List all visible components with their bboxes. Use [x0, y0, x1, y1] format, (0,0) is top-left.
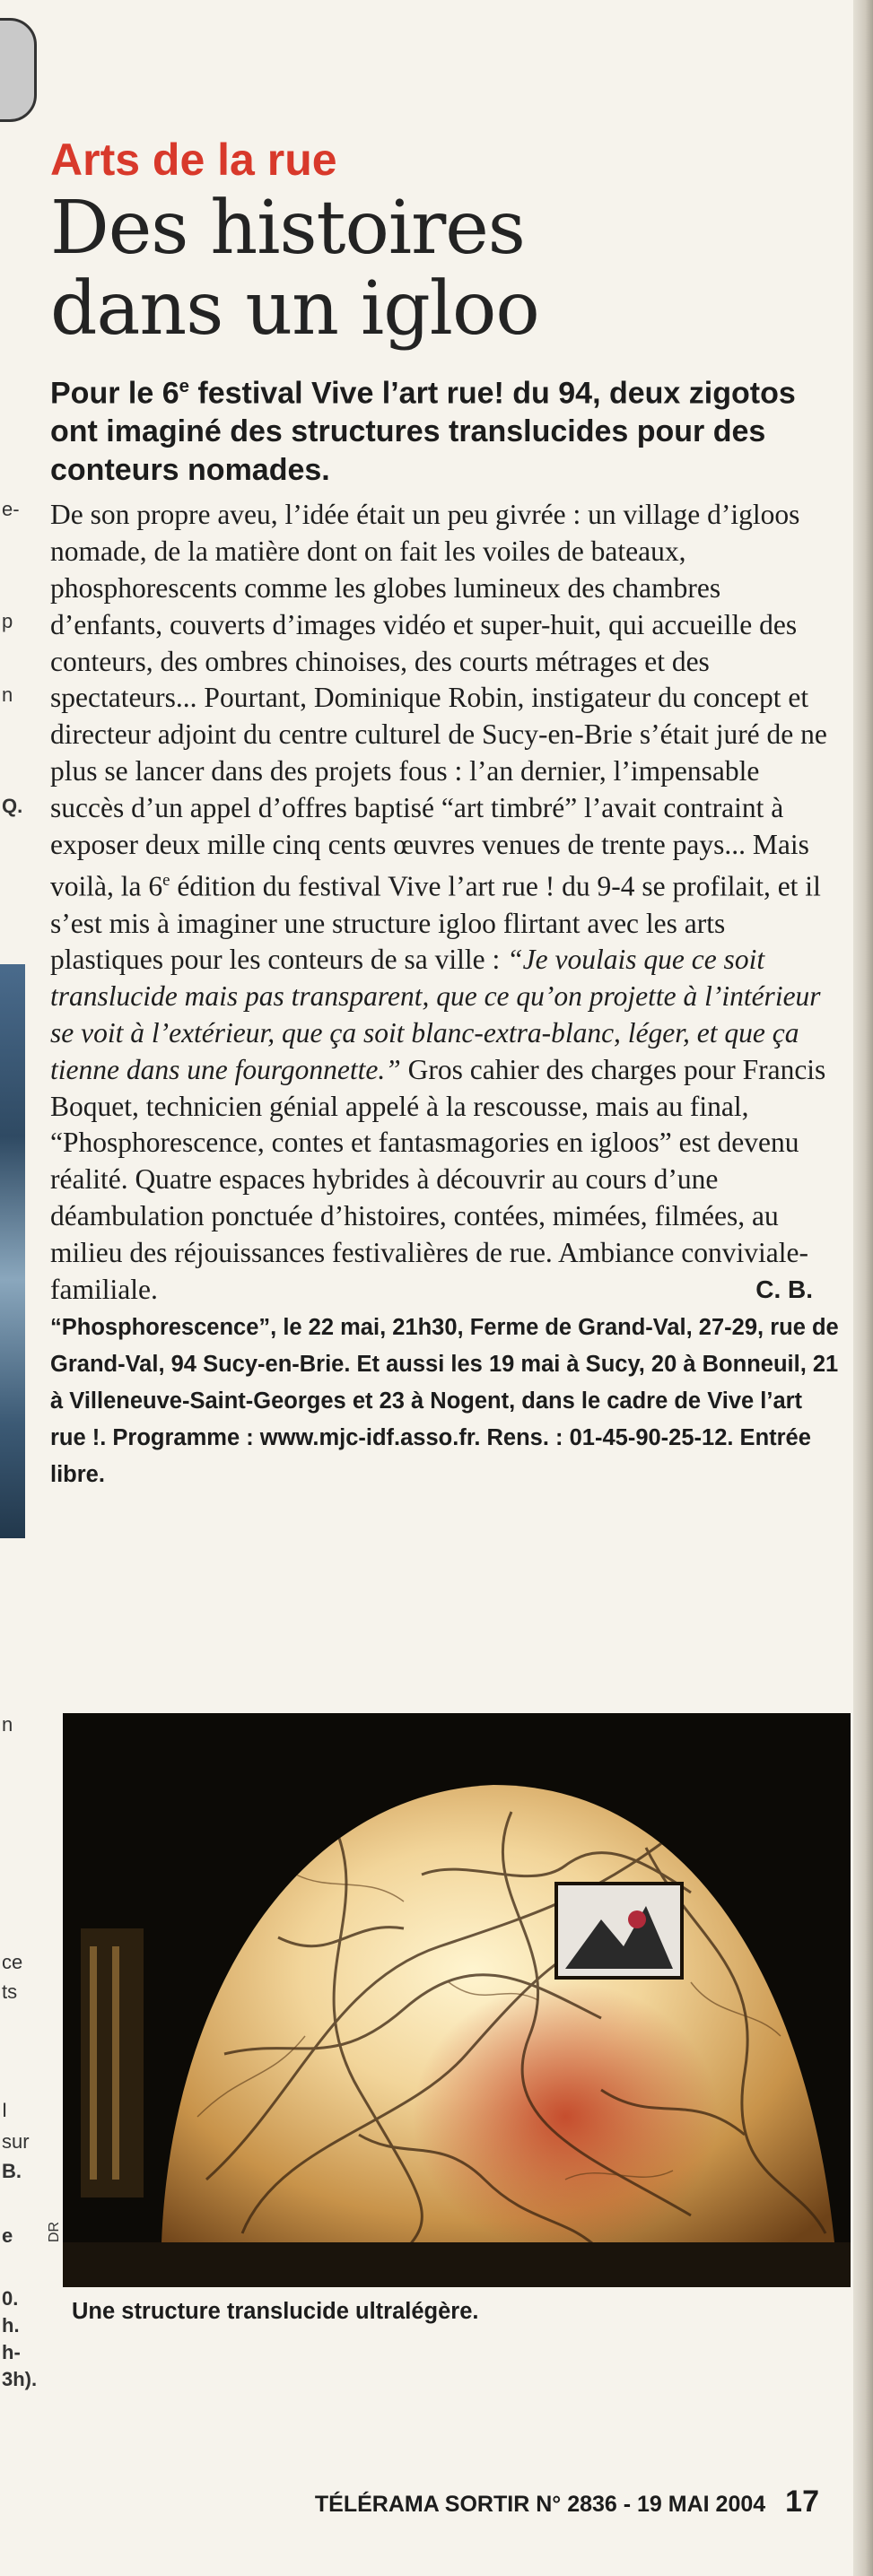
margin-fragment: e [2, 2224, 13, 2247]
margin-fragment: 0. [2, 2287, 19, 2310]
page-footer [315, 2485, 819, 2519]
body-text-3: Gros cahier des charges pour Francis Boquet, technicien génial appelé à la rescousse, mais au final, “Phosphorescence, contes et fantasmagories en igloos” est devenu réalité. Quatre espaces hybrides à découvrir au cours d’une déambulation ponctuée d’histoires, contées, mimées, filmées, au milieu des réjouissances festivalières de rue. Ambiance conviviale-familiale. [50, 1053, 826, 1305]
headline-line-1: Des histoires [50, 186, 525, 271]
adjacent-photo-edge [0, 964, 25, 1538]
margin-fragment: h- [2, 2341, 21, 2363]
margin-fragment: h. [2, 2314, 20, 2337]
igloo-photo [63, 1713, 851, 2287]
igloo-illustration [63, 1713, 851, 2287]
margin-fragment: sur [2, 2130, 30, 2153]
page-number: 17 [785, 2485, 819, 2519]
body-quote: “Je voulais que ce soit translucide mais pas transparent, que ce qu’on projette à l’intérieur se voit à l’extérieur, que ça soit blanc-extra-blanc, léger, et que ça tienne dans une fourgonnette.” [50, 944, 821, 1085]
event-info: “Phosphorescence”, le 22 mai, 21h30, Ferme de Grand-Val, 27-29, rue de Grand-Val, 94 Sucy-en-Brie. Et aussi les 19 mai à Sucy, 20 à Bonneuil, 21 à Villeneuve-Saint-Georges et 23 à Nogent, dans le cadre de Vive l’art rue !. Programme : www.mjc-idf.asso.fr. Rens. : 01-45-90-25-12. Entrée libre. [50, 1315, 839, 1488]
photo-caption: Une structure translucide ultralégère. [72, 2299, 479, 2324]
author-signature: C. B. [755, 1275, 813, 1303]
margin-fragment: ce [2, 1951, 23, 1973]
article-body [50, 497, 840, 1308]
body-text-2: édition du festival Vive l’art rue ! du 9-4 se profilait, et il s’est mis à imaginer une structure igloo flirtant avec les arts plastiques pour les conteurs de sa ville : [50, 870, 821, 976]
headline-line-2: dans un igloo [50, 266, 539, 352]
margin-fragment: I [2, 2099, 8, 2121]
lead-ordinal: e [179, 377, 189, 396]
lead-text-rest: festival Vive l’art rue! du 94, deux zigotos ont imaginé des structures translucides pour des conteurs nomades. [50, 376, 796, 488]
article-lead [50, 368, 840, 490]
adjacent-column-fragment [0, 0, 45, 2576]
article-headline [50, 188, 840, 350]
lead-text-start: Pour le 6 [50, 376, 179, 411]
margin-fragment: Q. [2, 795, 23, 817]
body-ordinal: e [162, 871, 170, 891]
section-kicker: Arts de la rue [50, 135, 337, 185]
body-text-1: De son propre aveu, l’idée était un peu givrée : un village d’igloos nomade, de la matière dont on fait les voiles de bateaux, phosphorescents comme les globes lumineux des chambres d’enfants, couverts d’images vidéo et super-huit, qui accueille des conteurs, des ombres chinoises, des courts métrages et des spectateurs... Pourtant, Dominique Robin, instigateur du concept et directeur adjoint du centre culturel de Sucy-en-Brie s’était juré de ne plus se lancer dans des projets fous : l’an dernier, l’impensable succès d’un appel d’offres baptisé “art timbré” l’avait contraint à exposer deux mille cinq cents œuvres venues de trente pays... Mais voilà, la 6 [50, 499, 827, 902]
margin-fragment: n [2, 1713, 13, 1736]
adjacent-graphic-edge [0, 18, 37, 122]
margin-fragment: ts [2, 1980, 18, 2003]
page-edge [853, 0, 873, 2576]
photo-credit: DR [47, 2221, 62, 2242]
margin-fragment: p [2, 610, 13, 632]
margin-fragment: e- [2, 498, 20, 520]
margin-fragment: 3h). [2, 2368, 38, 2390]
publication-info: TÉLÉRAMA SORTIR N° 2836 - 19 MAI 2004 [314, 2492, 766, 2517]
margin-fragment: B. [2, 2160, 22, 2182]
margin-fragment: n [2, 683, 13, 706]
article [50, 135, 840, 1493]
